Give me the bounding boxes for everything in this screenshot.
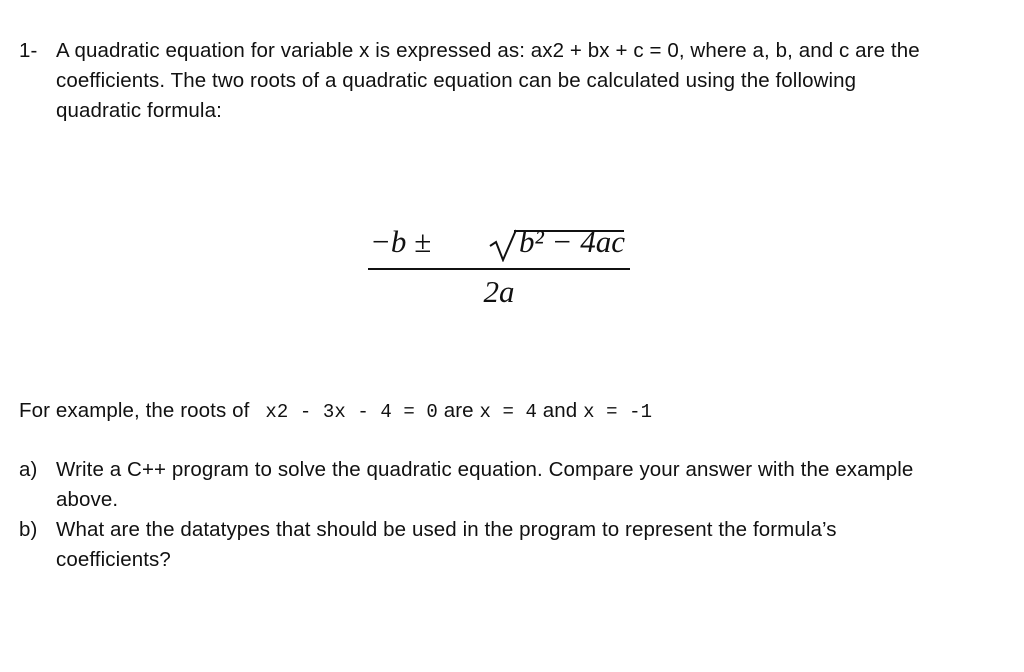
- example-root-2: x = -1: [583, 401, 653, 423]
- question-statement: [56, 36, 1001, 126]
- subquestion-b-line-1: What are the datatypes that should be used in the program to represent the formula’s: [56, 518, 837, 541]
- example-sentence: [19, 396, 652, 427]
- subquestion-b-marker: b): [19, 518, 38, 541]
- subquestion-a-line-2: above.: [56, 488, 119, 511]
- formula-numerator: [368, 224, 630, 264]
- example-are: are: [443, 399, 474, 422]
- quadratic-formula: [368, 210, 630, 320]
- subquestion-list: [19, 455, 1004, 575]
- formula-numerator-prefix: −b ±: [370, 224, 432, 259]
- formula-radicand: b² − 4ac: [519, 224, 625, 259]
- subquestion-b-line-2: coefficients?: [56, 548, 171, 571]
- formula-denominator: 2a: [483, 274, 515, 309]
- example-and: and: [542, 399, 578, 422]
- subquestion-a: [19, 455, 1004, 515]
- example-lead: For example, the roots of: [19, 399, 250, 422]
- fraction-bar: [368, 268, 630, 270]
- question-line-1: A quadratic equation for variable x is expressed as: ax2 + bx + c = 0, where a, b, and c are the: [56, 39, 920, 62]
- example-root-1: x = 4: [479, 401, 537, 423]
- subquestion-b: [19, 515, 1004, 575]
- question-line-2: coefficients. The two roots of a quadratic equation can be calculated using the following: [56, 69, 857, 92]
- subquestion-a-line-1: Write a C++ program to solve the quadratic equation. Compare your answer with the example: [56, 458, 914, 481]
- question-number: 1-: [19, 39, 38, 62]
- example-equation: x2 - 3x - 4 = 0: [265, 401, 438, 423]
- question-line-3: quadratic formula:: [56, 99, 222, 122]
- square-root-sign: [488, 218, 518, 262]
- subquestion-a-marker: a): [19, 458, 38, 481]
